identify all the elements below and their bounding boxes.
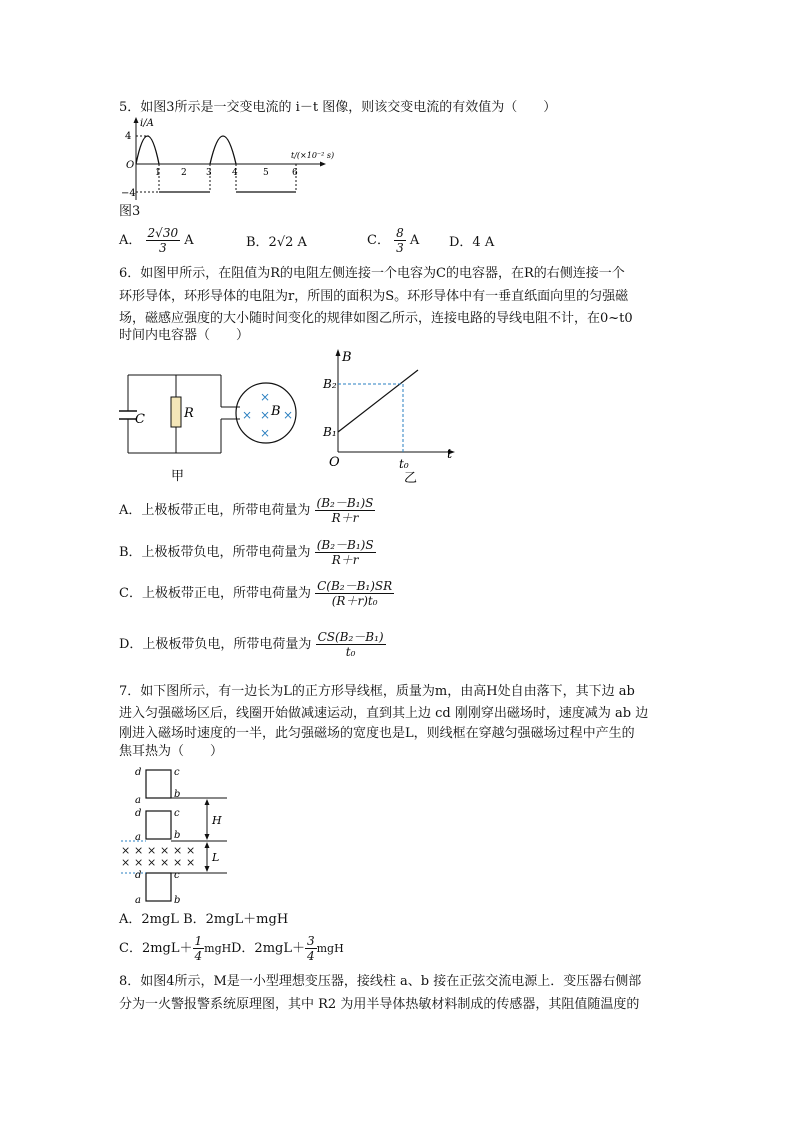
q6-b-t-graph bbox=[320, 348, 460, 484]
q6-option-a: A．上极板带正电，所带电荷量为 $\frac{\text{(B₂－B₁)S}}{R+r}$ bbox=[119, 496, 374, 525]
q7-option-d: D．2mgL＋ $\frac{3}{4}$ mgH bbox=[231, 934, 344, 963]
q6-graph-caption: 乙 bbox=[404, 471, 418, 486]
q7-field-cross: × bbox=[160, 844, 170, 857]
q5-figure-caption: 图3 bbox=[119, 204, 141, 219]
q5-tick-6: 6 bbox=[292, 168, 298, 178]
q7-field-cross: × bbox=[160, 856, 170, 869]
q7-field-cross: × bbox=[147, 856, 157, 869]
q6-option-c: C．上极板带正电，所带电荷量为 $\frac{\text{C(B₂－B₁)SR}}{\text{(R＋r)t₀}}$ bbox=[119, 579, 393, 608]
q6-option-d-fraction: $\frac{\text{CS(B₂－B₁)}}{\text{t₀}}$ bbox=[317, 630, 384, 659]
q7-option-c-fraction: $\frac{1}{4}$ bbox=[194, 934, 203, 963]
q6-stem-line-2: 环形导体，环形导体的电阻为r，所围的面积为S。环形导体中有一垂直纸面向里的匀强磁 bbox=[119, 289, 629, 304]
q5-tick-2: 2 bbox=[181, 168, 187, 178]
q7-corner-c: c bbox=[174, 870, 180, 881]
q5-option-a: A． $\frac{2√30}{3}$ A bbox=[119, 226, 194, 255]
q5-option-c: C． $\frac{8}{3}$ A bbox=[367, 226, 420, 255]
q5-graph-ybottom: −4 bbox=[121, 188, 136, 199]
q5-tick-3: 3 bbox=[206, 168, 212, 178]
q7-corner-a: a bbox=[135, 795, 141, 806]
q7-corner-d: d bbox=[135, 870, 142, 881]
q7-stem-line-1: 7．如下图所示，有一边长为L的正方形导线框，质量为m，由高H处自由落下，其下边 ab bbox=[119, 684, 635, 699]
q7-field-cross: × bbox=[121, 856, 131, 869]
q5-option-b: B．2√2 A bbox=[246, 235, 307, 250]
q6-option-d: D．上极板带负电，所带电荷量为 $\frac{\text{CS(B₂－B₁)}}{\text{t₀}}$ bbox=[119, 630, 384, 659]
q7-corner-b: b bbox=[174, 789, 181, 800]
q8-stem-line-2: 分为一火警报警系统原理图，其中 R2 为用半导体热敏材料制成的传感器，其阻值随温度的 bbox=[119, 997, 640, 1012]
q8-stem-line-1: 8．如图4所示，M是一小型理想变压器，接线柱 a、b 接在正弦交流电源上．变压器右侧部 bbox=[119, 974, 642, 989]
q7-corner-b: b bbox=[174, 830, 181, 841]
q6-field-cross: × bbox=[242, 408, 253, 422]
q7-options-ab: A．2mgL B．2mgL＋mgH bbox=[119, 912, 289, 927]
q6-option-c-fraction: $\frac{\text{C(B₂－B₁)SR}}{\text{(R＋r)t₀}}$ bbox=[317, 579, 393, 608]
q7-field-cross: × bbox=[134, 844, 144, 857]
q7-field-cross: × bbox=[173, 844, 183, 857]
q7-field-cross: × bbox=[134, 856, 144, 869]
q7-corner-c: c bbox=[174, 767, 180, 778]
q5-graph-xlabel: t/(×10⁻² s) bbox=[291, 151, 335, 160]
q7-field-cross: × bbox=[147, 844, 157, 857]
q7-field-cross: × bbox=[121, 844, 131, 857]
q7-option-c: C．2mgL＋ $\frac{1}{4}$ mgH bbox=[119, 934, 232, 963]
q5-option-a-fraction: $\frac{2√30}{3}$ bbox=[147, 226, 179, 255]
q7-stem-line-4: 焦耳热为（ ） bbox=[119, 744, 224, 759]
q5-option-d: D．4 A bbox=[449, 235, 495, 250]
q7-stem-line-3: 刚进入磁场时速度的一半，此匀强磁场的宽度也是L，则线框在穿越匀强磁场过程中产生的 bbox=[119, 726, 635, 741]
q6-field-cross: × bbox=[260, 408, 271, 422]
q7-stem-line-2: 进入匀强磁场区后，线圈开始做减速运动，直到其上边 cd 刚刚穿出磁场时，速度减为 ab 边 bbox=[119, 706, 649, 721]
q7-field-cross: × bbox=[186, 856, 196, 869]
q6-graph-origin: O bbox=[329, 455, 340, 470]
q6-graph-t0: t₀ bbox=[399, 457, 409, 471]
q6-option-a-fraction: $\frac{\text{(B₂－B₁)S}}{R+r}$ bbox=[316, 496, 374, 525]
q6-stem-line-1: 6．如图甲所示，在阻值为R的电阻左侧连接一个电容为C的电容器，在R的右侧连接一个 bbox=[119, 266, 625, 281]
q7-field-cross: × bbox=[173, 856, 183, 869]
q5-tick-4: 4 bbox=[232, 168, 238, 178]
q6-stem-line-3: 场，磁感应强度的大小随时间变化的规律如图乙所示，连接电路的导线电阻不计，在0~t0 bbox=[119, 311, 633, 326]
q6-circuit-figure bbox=[118, 365, 308, 485]
q7-corner-b: b bbox=[174, 895, 181, 906]
q6-circuit-caption: 甲 bbox=[171, 469, 185, 484]
q5-tick-5: 5 bbox=[263, 168, 269, 178]
q5-graph-ylabel: i/A bbox=[140, 118, 154, 129]
q6-graph-xlabel: t bbox=[447, 447, 453, 462]
q5-graph-ytop: 4 bbox=[125, 131, 132, 142]
q6-field-cross: × bbox=[260, 426, 271, 440]
q6-field-cross: × bbox=[260, 390, 271, 404]
q6-resistor-label: R bbox=[184, 406, 194, 421]
q7-corner-a: a bbox=[135, 895, 141, 906]
q6-option-b: B．上极板带负电，所带电荷量为 $\frac{\text{(B₂－B₁)S}}{R+r}$ bbox=[119, 538, 374, 567]
q6-ring-b-label: B bbox=[271, 404, 281, 419]
q7-corner-c: c bbox=[174, 808, 180, 819]
q7-corner-d: d bbox=[135, 808, 142, 819]
q7-h-label: H bbox=[212, 814, 222, 827]
q7-l-label: L bbox=[212, 851, 220, 864]
q6-stem-line-4: 时间内电容器（ ） bbox=[119, 328, 250, 343]
q6-option-b-fraction: $\frac{\text{(B₂－B₁)S}}{R+r}$ bbox=[316, 538, 374, 567]
q6-field-cross: × bbox=[283, 408, 294, 422]
q5-graph-origin: O bbox=[126, 160, 135, 171]
q7-option-d-fraction: $\frac{3}{4}$ bbox=[306, 934, 315, 963]
q7-frame-figure bbox=[119, 763, 234, 909]
q6-graph-b1: B₁ bbox=[323, 425, 337, 439]
q7-corner-d: d bbox=[135, 767, 142, 778]
q6-capacitor-label: C bbox=[135, 412, 145, 427]
q5-tick-1: 1 bbox=[155, 168, 161, 178]
q7-corner-a: a bbox=[135, 832, 141, 843]
q5-current-graph bbox=[119, 116, 335, 202]
q7-field-cross: × bbox=[186, 844, 196, 857]
q6-graph-b2: B₂ bbox=[323, 377, 337, 391]
q6-graph-ylabel: B bbox=[342, 350, 352, 365]
q5-option-c-fraction: $\frac{8}{3}$ bbox=[396, 226, 404, 255]
q5-stem: 5．如图3所示是一交变电流的 i－t 图像，则该交变电流的有效值为（ ） bbox=[119, 100, 557, 115]
